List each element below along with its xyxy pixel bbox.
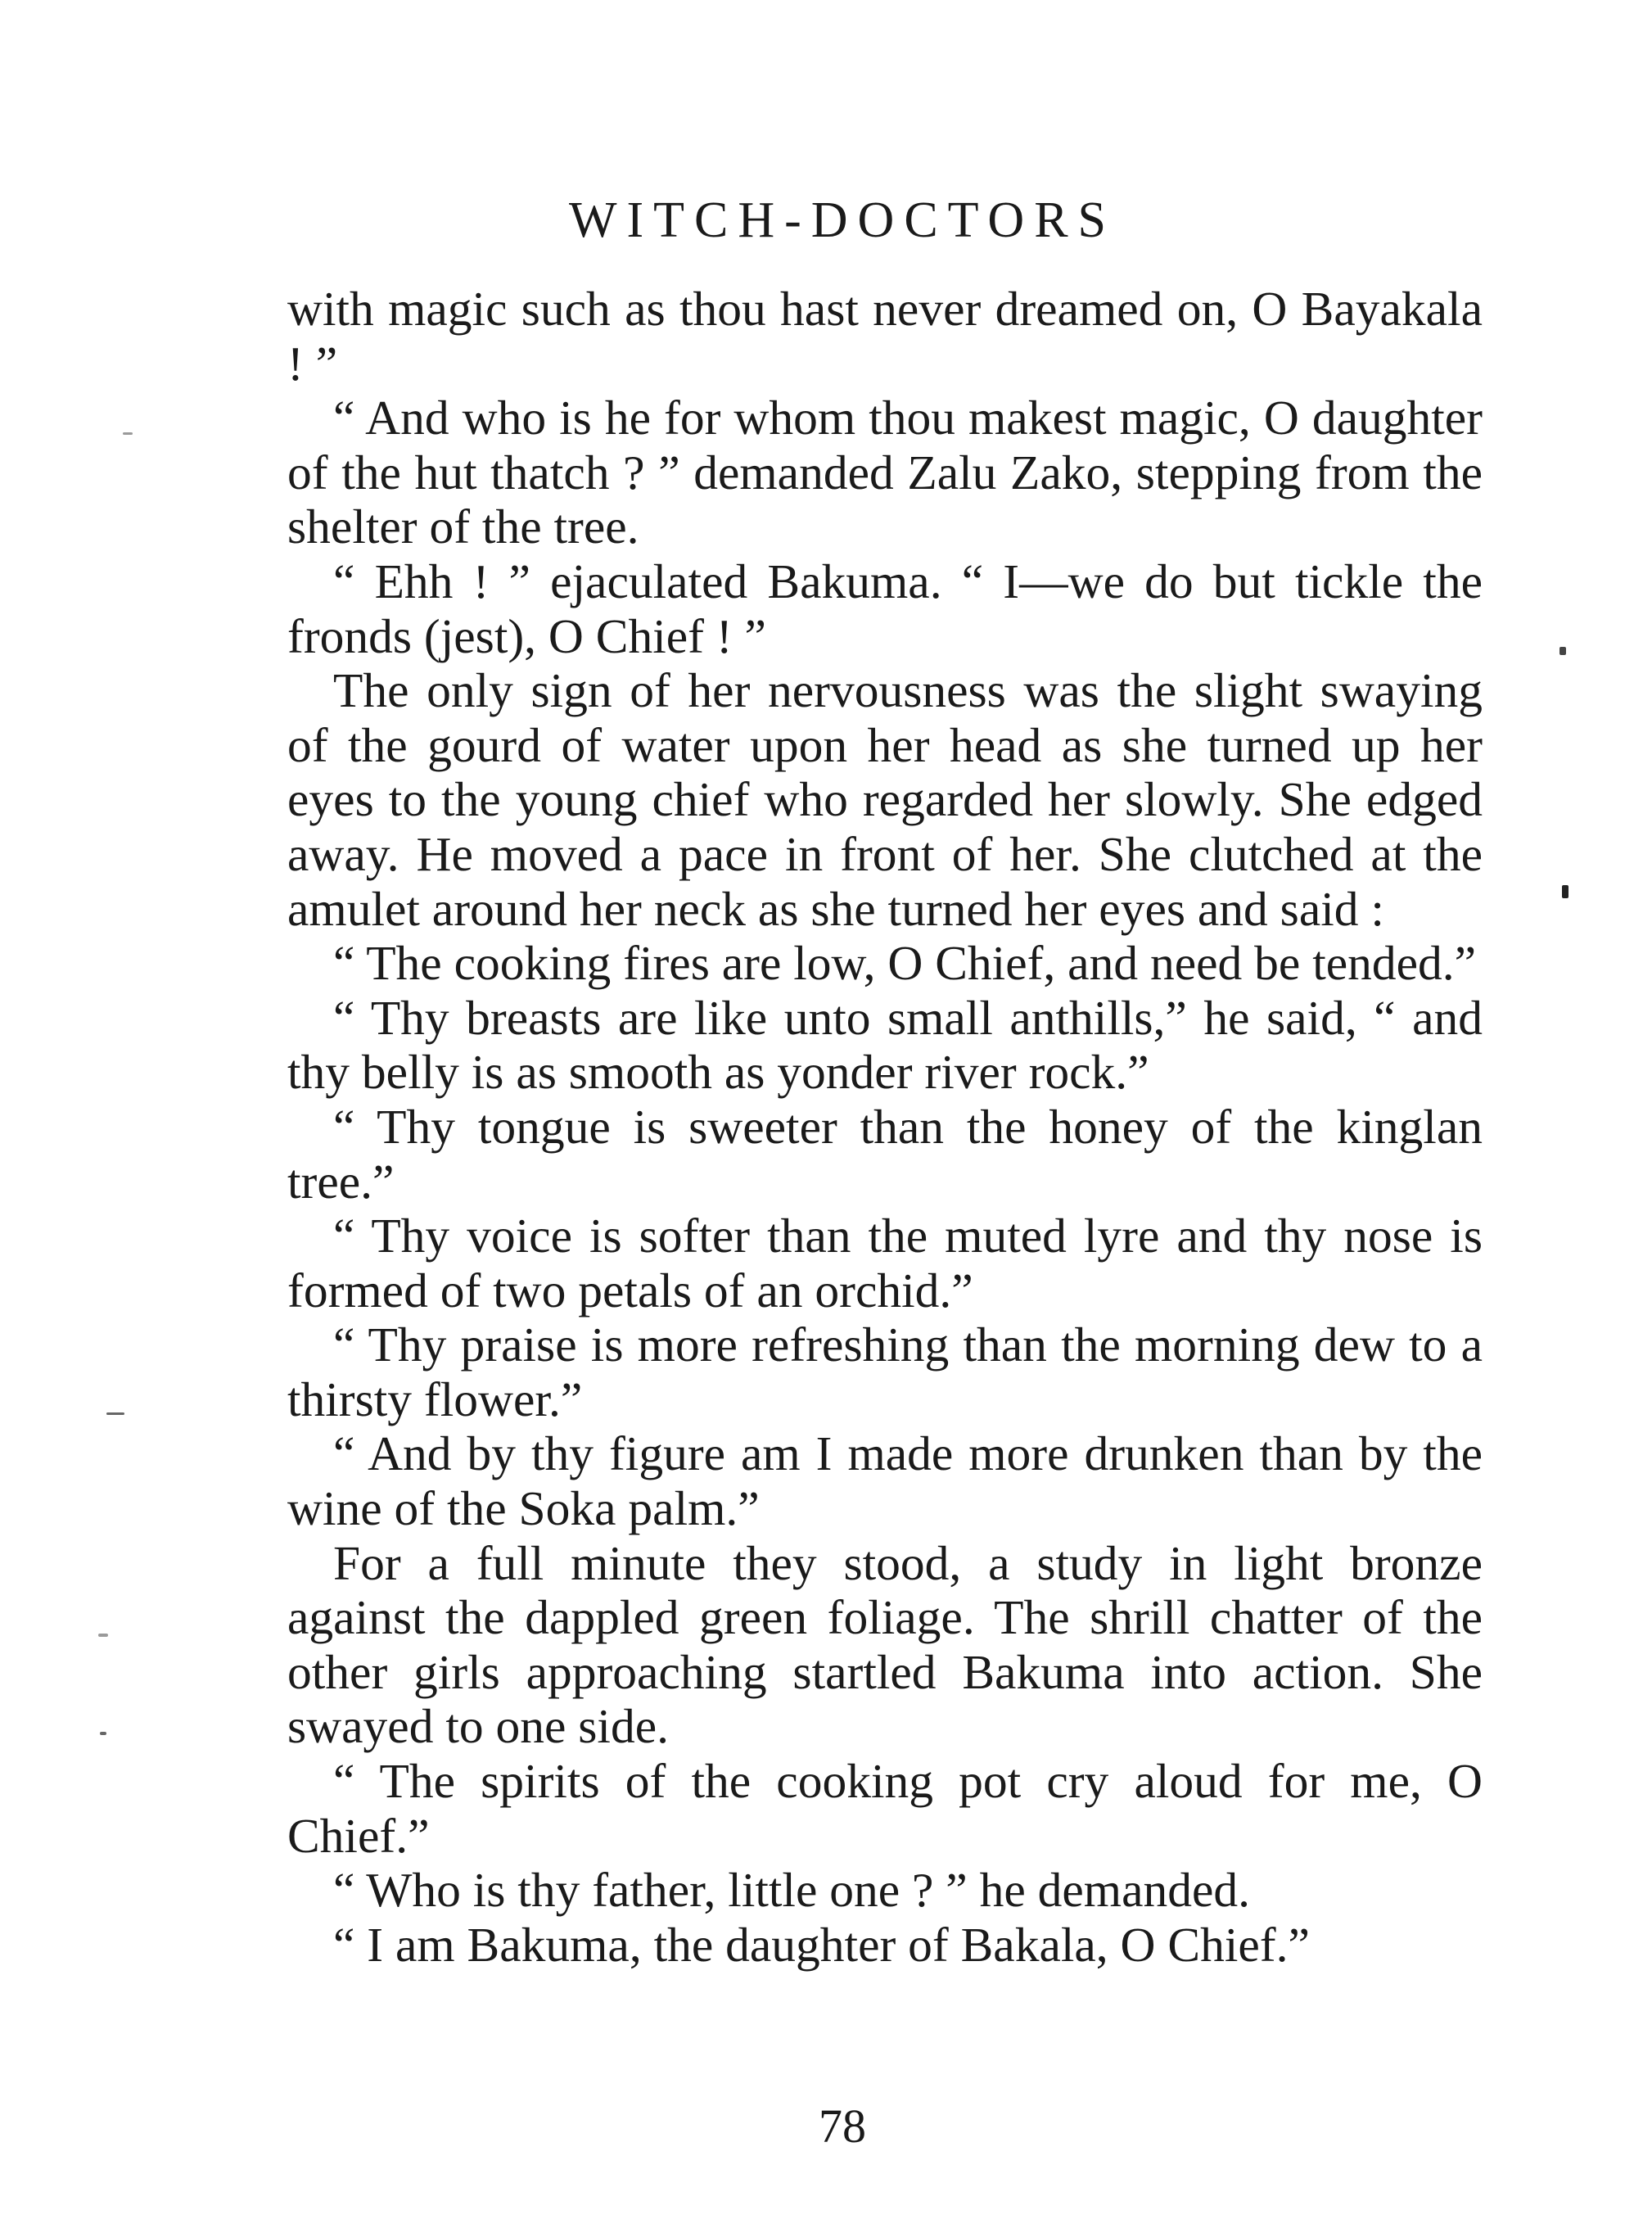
- paragraph-9: “ Thy praise is more refreshing than the morning dew to a thirsty flower.”: [287, 1317, 1483, 1426]
- scan-speck: [98, 1634, 108, 1637]
- paragraph-14: “ I am Bakuma, the daughter of Bakala, O Chief.”: [333, 1917, 1310, 1972]
- paragraph-4: The only sign of her nervousness was the slight swaying of the gourd of water upon her head as she turned up her eyes to the young chief who regarded her slowly. She edged away. He moved a pace in front of her. She clutched at the amulet around her neck as she turned her eyes and said :: [287, 663, 1483, 936]
- scan-speck: [123, 432, 133, 435]
- scan-speck: [1559, 647, 1566, 655]
- paragraph-12: “ The spirits of the cooking pot cry aloud for me, O Chief.”: [287, 1754, 1483, 1863]
- scan-speck: [100, 1732, 106, 1735]
- page-number: 78: [819, 2099, 866, 2153]
- paragraph-11: For a full minute they stood, a study in light bronze against the dappled green foliage. The shrill chatter of the other girls approaching startled Bakuma into action. She swayed to one side.: [287, 1535, 1483, 1754]
- paragraph-7: “ Thy tongue is sweeter than the honey of the kinglan tree.”: [287, 1099, 1483, 1209]
- body-text: [287, 282, 1483, 1972]
- scan-speck: [1562, 885, 1568, 898]
- paragraph-13: “ Who is thy father, little one ? ” he demanded.: [333, 1863, 1251, 1918]
- paragraph-1: with magic such as thou hast never dreamed on, O Bayakala ! ”: [287, 282, 1483, 391]
- paragraph-6: “ Thy breasts are like unto small anthills,” he said, “ and thy belly is as smooth as yonder river rock.”: [287, 990, 1483, 1100]
- paragraph-10: “ And by thy figure am I made more drunken than by the wine of the Soka palm.”: [287, 1426, 1483, 1536]
- running-head: WITCH-DOCTORS: [568, 192, 1117, 248]
- paragraph-2: “ And who is he for whom thou makest magic, O daughter of the hut thatch ? ” demanded Zalu Zako, stepping from the shelter of the tree.: [287, 391, 1483, 554]
- paragraph-8: “ Thy voice is softer than the muted lyre and thy nose is formed of two petals of an orchid.”: [287, 1209, 1483, 1317]
- paragraph-5: “ The cooking fires are low, O Chief, and need be tended.”: [333, 936, 1477, 991]
- scan-speck: [106, 1412, 124, 1415]
- paragraph-3: “ Ehh ! ” ejaculated Bakuma. “ I—we do but tickle the fronds (jest), O Chief ! ”: [287, 554, 1483, 663]
